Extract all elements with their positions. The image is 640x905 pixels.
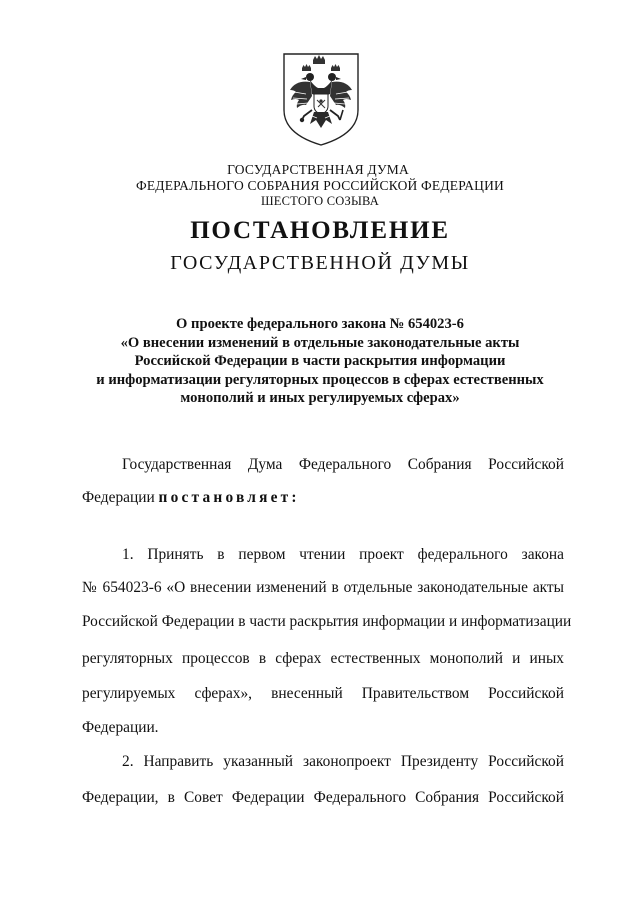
subject-line: «О внесении изменений в отдельные законодательные акты: [120, 334, 520, 351]
preamble-text: Федерации: [82, 489, 155, 506]
item-1-line: регулируемых сферах», внесенный Правительством Российской: [82, 685, 564, 702]
header-line-federal-assembly: ФЕДЕРАЛЬНОГО СОБРАНИЯ РОССИЙСКОЙ ФЕДЕРАЦИИ: [136, 178, 504, 193]
item-1-line: 1. Принять в первом чтении проект федерального закона: [122, 546, 564, 563]
subject-line: и информатизации регуляторных процессов в сферах естественных: [96, 371, 544, 388]
item-2-line: 2. Направить указанный законопроект Президенту Российской: [122, 753, 564, 770]
document-subtitle: ГОСУДАРСТВЕННОЙ ДУМЫ: [170, 252, 470, 274]
item-1-line: Федерации.: [82, 719, 159, 736]
preamble-line: [82, 488, 564, 508]
item-1-line: регуляторных процессов в сферах естественных монополий и иных: [82, 650, 564, 667]
item-2-line: Федерации, в Совет Федерации Федерального Собрания Российской: [82, 789, 564, 806]
item-1-line: № 654023-6 «О внесении изменений в отдельные законодательные акты: [82, 579, 564, 596]
item-1-line: Российской Федерации в части раскрытия информации и информатизации: [82, 613, 572, 630]
decision-word: постановляет:: [158, 489, 300, 506]
subject-line: монополий и иных регулируемых сферах»: [180, 390, 460, 406]
header-line-convocation: ШЕСТОГО СОЗЫВА: [260, 194, 380, 208]
preamble-line: Государственная Дума Федерального Собрания Российской: [122, 456, 564, 473]
coat-of-arms-icon: [280, 50, 362, 148]
subject-line: Российской Федерации в части раскрытия информации: [134, 353, 506, 369]
subject-block: [0, 315, 640, 408]
subject-line: О проекте федерального закона № 654023-6: [176, 316, 464, 332]
document-title: ПОСТАНОВЛЕНИЕ: [190, 217, 450, 244]
header-line-duma: ГОСУДАРСТВЕННАЯ ДУМА: [227, 162, 409, 177]
